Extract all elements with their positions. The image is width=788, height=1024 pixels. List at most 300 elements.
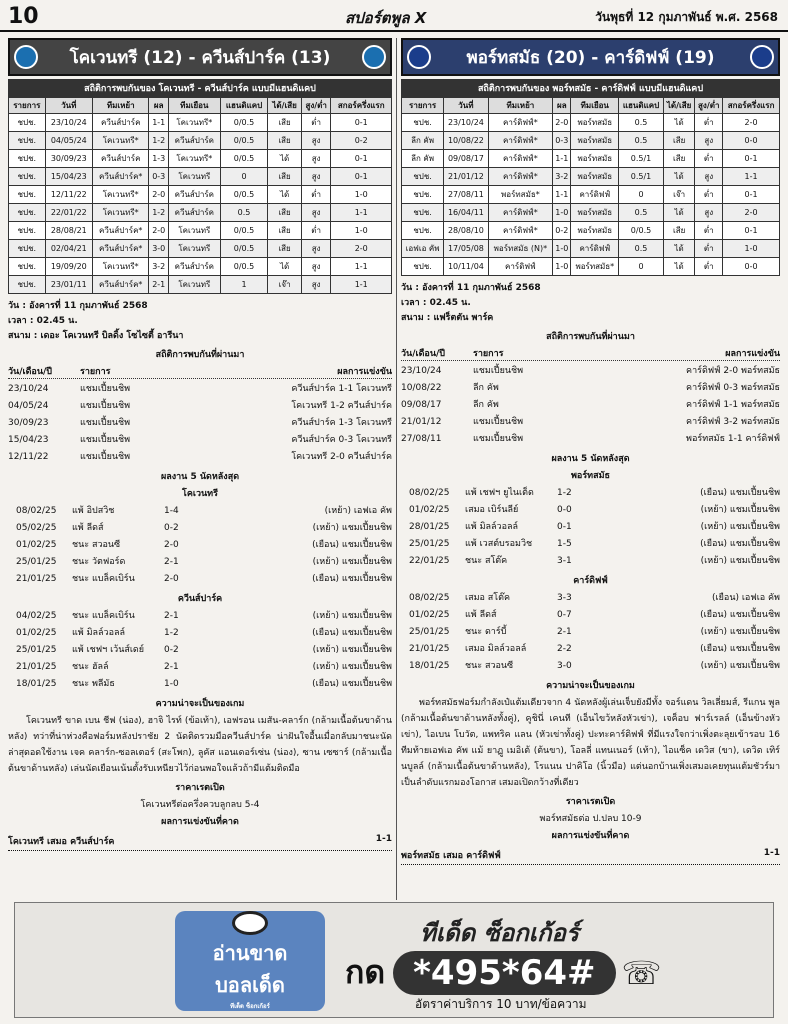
h2h-cell: 0-2 [553, 222, 571, 240]
form-date: 21/01/25 [16, 574, 57, 584]
page-header [0, 0, 788, 32]
h2h-cell: 0 [220, 168, 268, 186]
h2h-cell: ควีนส์ปาร์ค [169, 132, 221, 150]
h2h-cell: 28/08/10 [444, 222, 488, 240]
h2h-cell: 02/04/21 [45, 240, 92, 258]
h2h-cell: เอฟเอ คัพ [402, 240, 444, 258]
h2h-cell: โคเวนทรี* [92, 186, 148, 204]
h2h-cell: ควีนส์ปาร์ค [169, 204, 221, 222]
advert-tag: ทีเด็ด ซ็อกเก้อร์ [230, 1003, 270, 1010]
page-number: 10 [8, 4, 39, 29]
form-team-name: ควีนส์ปาร์ค [177, 594, 223, 604]
h2h-cell: 0-1 [331, 168, 392, 186]
h2h-cell: 0/0.5 [220, 222, 268, 240]
form-row [8, 676, 392, 693]
past-title: สถิติการพบกันที่ผ่านมา [546, 332, 635, 342]
form-score: 1-0 [164, 679, 179, 689]
prediction [401, 846, 780, 865]
left-match-column [8, 38, 392, 900]
form-competition: (เหย้า) แชมเปี้ยนชิพ [700, 661, 780, 671]
h2h-cell: พอร์ทสมัธ* [488, 186, 552, 204]
h2h-cell: 1-0 [553, 240, 571, 258]
form-competition: (เหย้า) แชมเปี้ยนชิพ [700, 522, 780, 532]
away-crest-icon [362, 45, 386, 69]
h2h-cell: 2-1 [149, 276, 169, 294]
h2h-col-header: สกอร์ครึ่งแรก [331, 98, 392, 114]
h2h-cell: 0.5 [619, 114, 664, 132]
h2h-cell: เสีย [268, 132, 301, 150]
h2h-cell: 1-2 [149, 132, 169, 150]
form-date: 25/01/25 [16, 557, 57, 567]
form-competition: (เหย้า) แชมเปี้ยนชิพ [700, 556, 780, 566]
form-score: 0-2 [164, 645, 179, 655]
h2h-cell: 1-1 [331, 258, 392, 276]
h2h-cell: 15/04/23 [45, 168, 92, 186]
h2h-cell: 1-2 [149, 204, 169, 222]
match-time: เวลา : 02.45 น. [401, 298, 471, 308]
form-competition: (เยือน) แชมเปี้ยนชิพ [312, 628, 392, 638]
form-score: 1-2 [164, 628, 179, 638]
h2h-row [402, 114, 780, 132]
form-row [401, 519, 780, 536]
past-title: สถิติการพบกันที่ผ่านมา [155, 350, 245, 360]
h2h-cell: 17/05/08 [444, 240, 488, 258]
form-row [401, 553, 780, 570]
h2h-cell: ชปช. [402, 186, 444, 204]
form-row [401, 590, 780, 607]
h2h-cell: ต่ำ [301, 186, 331, 204]
h2h-cell: โคเวนทรี* [92, 132, 148, 150]
form-row [8, 659, 392, 676]
form-title: ผลงาน 5 นัดหลังสุด [551, 454, 630, 464]
h2h-cell: สูง [301, 204, 331, 222]
h2h-col-header: รายการ [9, 98, 46, 114]
form-opponent: เสมอ สโต๊ค [465, 593, 510, 603]
h2h-cell: คาร์ดิฟฟ์* [488, 150, 552, 168]
form-row [401, 624, 780, 641]
h2h-cell: 1-1 [149, 114, 169, 132]
h2h-cell: 1-1 [331, 276, 392, 294]
h2h-cell: คาร์ดิฟฟ์ [571, 186, 619, 204]
odds-text: โคเวนทรีต่อครึ่งควบลูกลบ 5-4 [140, 800, 260, 810]
h2h-col-header: ทีมเยือน [571, 98, 619, 114]
h2h-cell: ได้ [663, 168, 694, 186]
form-competition: (เหย้า) เอฟเอ คัพ [324, 506, 392, 516]
publication-logo: สปอร์ตพูล X [345, 9, 427, 27]
h2h-col-header: ทีมเยือน [169, 98, 221, 114]
form-opponent: แพ้ อิปสวิช [72, 506, 115, 516]
h2h-cell: พอร์ทสมัธ [571, 204, 619, 222]
form-score: 0-7 [557, 610, 572, 620]
h2h-cell: 12/11/22 [45, 186, 92, 204]
h2h-cell: ชปช. [9, 168, 46, 186]
h2h-cell: คาร์ดิฟฟ์* [488, 222, 552, 240]
h2h-cell: เสีย [268, 168, 301, 186]
h2h-col-header: สกอร์ครึ่งแรก [723, 98, 780, 114]
h2h-cell: 2-0 [723, 114, 780, 132]
h2h-cell: 0-0 [723, 132, 780, 150]
past-result: คาร์ดิฟฟ์ 0-3 พอร์ทสมัธ [686, 383, 780, 393]
h2h-cell: 23/10/24 [45, 114, 92, 132]
past-head-result: ผลการแข่งขัน [337, 367, 392, 377]
phone-icon: ☏ [621, 953, 662, 992]
past-row [8, 449, 392, 466]
form-competition: (เยือน) แชมเปี้ยนชิพ [700, 644, 780, 654]
h2h-cell: 23/01/11 [45, 276, 92, 294]
past-comp: แชมเปี้ยนชิพ [80, 418, 131, 428]
past-row [401, 380, 780, 397]
h2h-cell: 0-3 [553, 132, 571, 150]
form-competition: (เยือน) แชมเปี้ยนชิพ [312, 574, 392, 584]
predict-title: ผลการแข่งขันที่คาด [551, 831, 630, 841]
match-info [401, 281, 780, 326]
form-score: 2-1 [164, 662, 179, 672]
h2h-row [402, 186, 780, 204]
form-opponent: ชนะ วัตฟอร์ด [72, 557, 126, 567]
h2h-cell: โคเวนทรี* [92, 204, 148, 222]
past-result: โคเวนทรี 1-2 ควีนส์ปาร์ค [291, 401, 392, 411]
h2h-cell: 10/11/04 [444, 258, 488, 276]
form-opponent: แพ้ มิลล์วอลล์ [72, 628, 126, 638]
form-opponent: แพ้ เวสต์บรอมวิช [465, 539, 533, 549]
h2h-col-header: ได้/เสีย [663, 98, 694, 114]
form-competition: (เยือน) แชมเปี้ยนชิพ [700, 610, 780, 620]
h2h-cell: ได้ [268, 150, 301, 168]
h2h-cell: คาร์ดิฟฟ์ [488, 258, 552, 276]
h2h-cell: 3-2 [553, 168, 571, 186]
past-comp: ลีก คัพ [473, 383, 499, 393]
h2h-cell: โคเวนทรี* [169, 114, 221, 132]
h2h-col-header: สูง/ต่ำ [695, 98, 723, 114]
h2h-cell: 0-0 [723, 258, 780, 276]
h2h-cell: โคเวนทรี* [92, 258, 148, 276]
form-opponent: ชนะ แบล็คเบิร์น [72, 574, 135, 584]
h2h-title: สถิติการพบกันของ โคเวนทรี - ควีนส์ปาร์ค แบบมีแฮนดิแคป [8, 79, 392, 97]
h2h-title: สถิติการพบกันของ พอร์ทสมัธ - คาร์ดิฟฟ์ แบบมีแฮนดิแคป [401, 79, 780, 97]
form-date: 28/01/25 [409, 522, 450, 532]
match-time: เวลา : 02.45 น. [8, 316, 78, 326]
advert-code-number: *495*64# [393, 951, 615, 995]
prediction-score: 1-1 [763, 848, 780, 858]
h2h-cell: เสีย [268, 204, 301, 222]
past-head-date: วัน/เดือน/ปี [8, 367, 52, 377]
form-date: 01/02/25 [409, 610, 450, 620]
form-competition: (เหย้า) แชมเปี้ยนชิพ [700, 627, 780, 637]
past-head-date: วัน/เดือน/ปี [401, 349, 445, 359]
match-venue: สนาม : เดอะ โคเวนทรี บิลดิ้ง โซไซตี้ อารีนา [8, 331, 184, 341]
h2h-cell: 0/0.5 [220, 240, 268, 258]
advert-code [345, 947, 662, 998]
h2h-row [9, 168, 392, 186]
h2h-cell: ชปช. [402, 222, 444, 240]
h2h-cell: 0/0.5 [220, 258, 268, 276]
form-row [8, 642, 392, 659]
h2h-cell: 2-0 [149, 222, 169, 240]
h2h-cell: ต่ำ [301, 114, 331, 132]
h2h-cell: ควีนส์ปาร์ค* [92, 222, 148, 240]
h2h-cell: ควีนส์ปาร์ค* [92, 168, 148, 186]
past-result: พอร์ทสมัธ 1-1 คาร์ดิฟฟ์ [686, 434, 780, 444]
form-date: 25/01/25 [409, 627, 450, 637]
match-title-bar [8, 38, 392, 76]
h2h-cell: 2-0 [149, 186, 169, 204]
h2h-cell: เสีย [268, 240, 301, 258]
form-date: 18/01/25 [409, 661, 450, 671]
h2h-cell: เสีย [663, 222, 694, 240]
h2h-cell: พอร์ทสมัธ [571, 114, 619, 132]
prediction-text: พอร์ทสมัธ เสมอ คาร์ดิฟฟ์ [401, 851, 501, 861]
form-score: 0-2 [164, 523, 179, 533]
form-row [401, 607, 780, 624]
readiness-text: พอร์ทสมัธฟอร์มกำลังเป๋แต้มเดียวจาก 4 นัดหลังผู้เล่นเจ็บยังมีทั้ง จอร์แดน วิลเลี่ยมส์, รีแกน พูล (กล้ามเนื้อต้นขาด้านหลังทั้งคู่), คูชินี่ เคนที (เอ็นไขว้หลังหัวเข่า), เจค็อบ ฟาร์เรลล์ (เอ็นข้างหัวเข่า), ไอเบน โบวัต, แพทริค แลน (หัวเข่าทั้งคู่) ปะทะคาร์ดิฟฟ์ ที่มีแรงใจกว่าเพิ่งตะลุยเข้ารอบ 16 ทีมท้ายเอฟเอ คัพ แม้ ยาฏู เมอิเต้ (ต้นขา), โอลลี่ แทนเนอร์ (เท้า), ไอแซ็ค เดวิส (ขา), เดวิด เทิร์นบูลล์ (กล้ามเนื้อต้นขาด้านหลัง), โรแนน ปาคิโอ (นิ้วมือ) แต่นอกบ้านเพิ่งเสมอเคยทุนแต้มชัวร์มาเป็นลำดับแรกมองโอกาส เสมอเปิดกว้างที่เดียว [401, 698, 780, 788]
h2h-col-header: ทีมเหย้า [92, 98, 148, 114]
h2h-col-header: วันที่ [45, 98, 92, 114]
h2h-cell: ชปช. [9, 186, 46, 204]
past-date: 23/10/24 [401, 366, 442, 376]
past-comp: แชมเปี้ยนชิพ [473, 366, 524, 376]
form-opponent: แพ้ เชฟฯ ยูไนเต็ด [465, 488, 534, 498]
h2h-cell: 0-1 [723, 186, 780, 204]
h2h-row [402, 240, 780, 258]
form-competition: (เหย้า) แชมเปี้ยนชิพ [312, 662, 392, 672]
h2h-cell: ต่ำ [301, 222, 331, 240]
form-score: 0-1 [557, 522, 572, 532]
h2h-cell: 0-1 [331, 114, 392, 132]
h2h-col-header: ผล [553, 98, 571, 114]
h2h-cell: โคเวนทรี [169, 240, 221, 258]
h2h-cell: 0/0.5 [220, 114, 268, 132]
past-result: คาร์ดิฟฟ์ 1-1 พอร์ทสมัธ [686, 400, 780, 410]
prediction-text: โคเวนทรี เสมอ ควีนส์ปาร์ค [8, 837, 115, 847]
h2h-cell: 1-0 [331, 186, 392, 204]
past-head-result: ผลการแข่งขัน [725, 349, 780, 359]
advert-title: ทีเด็ด ซ็อกเก้อร์ [420, 919, 579, 947]
past-row [401, 431, 780, 448]
form-opponent: แพ้ เชฟฯ เว้นส์เดย์ [72, 645, 145, 655]
h2h-cell: 0-1 [723, 222, 780, 240]
past-head-comp: รายการ [80, 367, 111, 377]
h2h-row [9, 150, 392, 168]
form-opponent: ชนะ สวอนซี [465, 661, 514, 671]
form-date: 05/02/25 [16, 523, 57, 533]
advert-banner[interactable] [14, 902, 774, 1018]
h2h-cell: ลีก คัพ [402, 150, 444, 168]
h2h-col-header: วันที่ [444, 98, 488, 114]
form-team-name: คาร์ดิฟฟ์ [573, 576, 608, 586]
h2h-cell: ชปช. [402, 168, 444, 186]
form-opponent: ชนะ สโต๊ค [465, 556, 508, 566]
h2h-cell: 1-1 [331, 204, 392, 222]
h2h-cell: 1-1 [553, 150, 571, 168]
odds-title: ราคาเรตเปิด [565, 797, 616, 807]
h2h-cell: เจ๊า [268, 276, 301, 294]
h2h-cell: โคเวนทรี* [169, 150, 221, 168]
h2h-cell: ชปช. [402, 258, 444, 276]
match-day: วัน : อังคารที่ 11 กุมภาพันธ์ 2568 [8, 301, 148, 311]
h2h-cell: โคเวนทรี [169, 168, 221, 186]
h2h-cell: 0-1 [331, 150, 392, 168]
past-result: คาร์ดิฟฟ์ 2-0 พอร์ทสมัธ [686, 366, 780, 376]
h2h-cell: ได้ [663, 204, 694, 222]
h2h-cell: 0-1 [723, 150, 780, 168]
h2h-cell: ได้ [663, 258, 694, 276]
h2h-cell: พอร์ทสมัธ [571, 132, 619, 150]
h2h-cell: 1-1 [553, 186, 571, 204]
home-crest-icon [407, 45, 431, 69]
readiness-text: โคเวนทรี ขาด เบน ชีฟ (น่อง), ฮาจิ ไรท์ (ข้อเท้า), เอฟรอน เมสัน-คลาร์ก (กล้ามเนื้อต้นขาด้านหลัง) ทว่าที่น่าห่วงคือฟอร์มหลังปราชัย 2 นัดติดรวมมือควีนส์ปาร์ค น่าฝันใจอื้นเมื่อกลับมาชนะนัดล่าสุดอดใช้งาน เจค คลาร์ก-ซอลเตอร์ (สะโพก), ลูคัส แอนเดอร์เซ่น (น่อง), ซาน เซซาร์ (กล้ามเนื้อต้นขาด้านหลัง) เล่นนัดเยือนเน้นตั้งรับเหนียวไว้ก่อนพอใจแล้วถ้ามีแต้มติดมือ [8, 716, 392, 774]
match-title-bar [401, 38, 780, 76]
form-date: 08/02/25 [16, 506, 57, 516]
form-row [8, 571, 392, 588]
h2h-cell: 30/09/23 [45, 150, 92, 168]
h2h-cell: คาร์ดิฟฟ์* [488, 168, 552, 186]
h2h-cell: 2-0 [553, 114, 571, 132]
h2h-cell: ชปช. [9, 240, 46, 258]
home-crest-icon [14, 45, 38, 69]
h2h-cell: 19/09/20 [45, 258, 92, 276]
past-comp: แชมเปี้ยนชิพ [473, 434, 524, 444]
form-opponent: แพ้ มิลล์วอลล์ [465, 522, 519, 532]
form-team-name: พอร์ทสมัธ [570, 471, 611, 481]
h2h-cell: 0-2 [331, 132, 392, 150]
past-date: 27/08/11 [401, 434, 442, 444]
h2h-cell: 21/01/12 [444, 168, 488, 186]
h2h-cell: 3-0 [149, 240, 169, 258]
past-row [401, 414, 780, 431]
h2h-cell: 0/0.5 [220, 132, 268, 150]
h2h-cell: 09/08/17 [444, 150, 488, 168]
h2h-cell: 23/10/24 [444, 114, 488, 132]
odds-title: ราคาเรตเปิด [175, 783, 225, 793]
advert-line2: บอลเด็ด [215, 973, 285, 997]
past-result: คาร์ดิฟฟ์ 3-2 พอร์ทสมัธ [686, 417, 780, 427]
past-header [8, 364, 392, 379]
form-opponent: ชนะ ฮัลล์ [72, 662, 109, 672]
past-head-comp: รายการ [473, 349, 504, 359]
h2h-cell: 1-0 [553, 204, 571, 222]
match-venue: สนาม : แฟร็ตตัน พาร์ค [401, 313, 494, 323]
h2h-cell: เสีย [268, 222, 301, 240]
h2h-cell: 0 [619, 258, 664, 276]
past-comp: แชมเปี้ยนชิพ [473, 417, 524, 427]
past-result: ควีนส์ปาร์ค 1-3 โคเวนทรี [291, 418, 392, 428]
form-score: 2-1 [557, 627, 572, 637]
h2h-cell: ต่ำ [695, 240, 723, 258]
h2h-cell: 16/04/11 [444, 204, 488, 222]
h2h-cell: 0.5 [619, 132, 664, 150]
h2h-cell: ชปช. [9, 222, 46, 240]
h2h-cell: สูง [695, 132, 723, 150]
form-date: 08/02/25 [409, 593, 450, 603]
h2h-cell: 0/0.5 [220, 150, 268, 168]
h2h-cell: ควีนส์ปาร์ค [92, 150, 148, 168]
h2h-cell: ชปช. [9, 132, 46, 150]
h2h-table [401, 97, 780, 276]
h2h-cell: ได้ [268, 186, 301, 204]
past-date: 30/09/23 [8, 418, 49, 428]
predict-title: ผลการแข่งขันที่คาด [161, 817, 239, 827]
h2h-row [402, 204, 780, 222]
past-row [401, 363, 780, 380]
right-match-column [396, 38, 780, 900]
form-opponent: แพ้ ลีดส์ [72, 523, 104, 533]
form-competition: (เยือน) แชมเปี้ยนชิพ [312, 540, 392, 550]
match-info [8, 299, 392, 344]
past-result: โคเวนทรี 2-0 ควีนส์ปาร์ค [291, 452, 392, 462]
h2h-col-header: ผล [149, 98, 169, 114]
form-row [401, 658, 780, 675]
issue-date: วันพุธที่ 12 กุมภาพันธ์ พ.ศ. 2568 [595, 10, 778, 24]
h2h-cell: ได้ [663, 240, 694, 258]
past-date: 04/05/24 [8, 401, 49, 411]
h2h-table [8, 97, 392, 294]
h2h-cell: 0.5 [220, 204, 268, 222]
h2h-row [402, 258, 780, 276]
h2h-cell: สูง [301, 258, 331, 276]
form-score: 1-5 [557, 539, 572, 549]
h2h-cell: ชปช. [9, 114, 46, 132]
h2h-cell: ต่ำ [695, 150, 723, 168]
past-date: 09/08/17 [401, 400, 442, 410]
form-opponent: ชนะ แบล็คเบิร์น [72, 611, 135, 621]
h2h-cell: ต่ำ [695, 186, 723, 204]
past-date: 15/04/23 [8, 435, 49, 445]
form-row [8, 503, 392, 520]
h2h-cell: ชปช. [9, 258, 46, 276]
h2h-cell: 10/08/22 [444, 132, 488, 150]
form-date: 01/02/25 [409, 505, 450, 515]
h2h-cell: 0.5/1 [619, 168, 664, 186]
h2h-row [9, 222, 392, 240]
advert-line1: อ่านขาด [212, 941, 288, 965]
form-competition: (เหย้า) แชมเปี้ยนชิพ [312, 611, 392, 621]
prediction-score: 1-1 [375, 834, 392, 844]
h2h-cell: ชปช. [9, 150, 46, 168]
h2h-cell: 3-2 [149, 258, 169, 276]
match-title: พอร์ทสมัธ (20) - คาร์ดิฟฟ์ (19) [466, 47, 715, 68]
past-date: 12/11/22 [8, 452, 49, 462]
h2h-cell: เสีย [663, 150, 694, 168]
h2h-cell: 1 [220, 276, 268, 294]
form-score: 0-0 [557, 505, 572, 515]
h2h-col-header: แฮนดิแคป [619, 98, 664, 114]
h2h-cell: ลีก คัพ [402, 132, 444, 150]
past-result: ควีนส์ปาร์ค 1-1 โคเวนทรี [291, 384, 392, 394]
form-score: 2-0 [164, 540, 179, 550]
h2h-cell: โคเวนทรี [169, 276, 221, 294]
h2h-cell: ควีนส์ปาร์ค* [92, 240, 148, 258]
form-competition: (เยือน) แชมเปี้ยนชิพ [700, 488, 780, 498]
readiness-title: ความน่าจะเป็นของเกม [155, 699, 245, 709]
h2h-cell: โคเวนทรี [169, 222, 221, 240]
past-date: 21/01/12 [401, 417, 442, 427]
h2h-col-header: ทีมเหย้า [488, 98, 552, 114]
past-row [401, 397, 780, 414]
h2h-cell: ชปช. [402, 114, 444, 132]
form-opponent: เสมอ มิลล์วอลล์ [465, 644, 527, 654]
form-date: 01/02/25 [16, 540, 57, 550]
h2h-cell: 0 [619, 186, 664, 204]
past-header [401, 346, 780, 361]
form-row [401, 536, 780, 553]
h2h-cell: 28/08/21 [45, 222, 92, 240]
h2h-col-header: สูง/ต่ำ [301, 98, 331, 114]
h2h-row [9, 186, 392, 204]
h2h-cell: ชปช. [9, 204, 46, 222]
form-row [8, 537, 392, 554]
h2h-cell: 1-1 [723, 168, 780, 186]
h2h-cell: ควีนส์ปาร์ค* [92, 276, 148, 294]
